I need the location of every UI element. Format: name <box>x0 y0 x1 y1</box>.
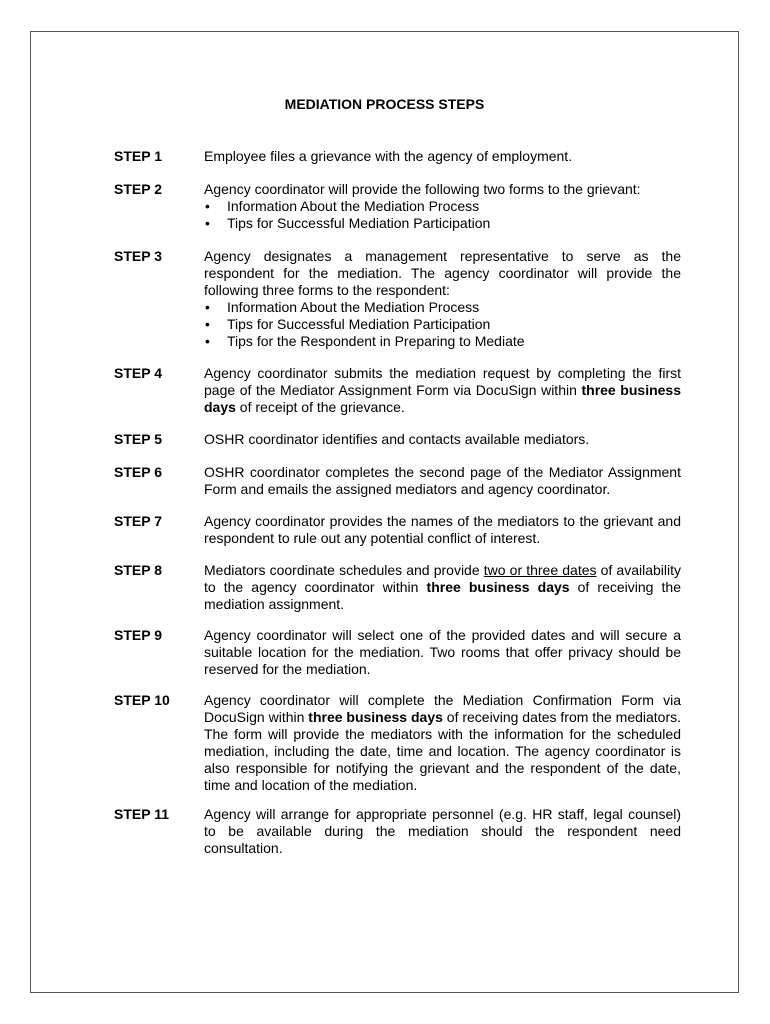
emphasis-text: three business days <box>204 382 681 415</box>
step-text: Agency will arrange for appropriate personnel (e.g. HR staff, legal counsel) to be available during the mediation should the respondent need consultation. <box>204 806 681 856</box>
bullet-list <box>204 299 681 350</box>
list-item: • Information About the Mediation Process <box>205 198 480 214</box>
step-description <box>204 627 681 678</box>
step-text: Mediators coordinate schedules and provide two or three dates of availability to the agency coordinator within three business days of receiving the mediation assignment. <box>204 562 681 612</box>
step-text: Agency coordinator will select one of the provided dates and will secure a suitable location for the mediation. Two rooms that offer privacy should be reserved for the mediation. <box>204 627 681 677</box>
bullet-icon: • <box>205 299 210 315</box>
emphasis-text: three business days <box>308 709 443 725</box>
list-item: • Tips for Successful Mediation Participation <box>205 215 491 231</box>
step-label: STEP 11 <box>114 806 170 822</box>
bullet-icon: • <box>205 316 210 332</box>
bullet-icon: • <box>205 198 210 214</box>
emphasis-text: three business days <box>426 579 570 595</box>
step-description <box>204 248 681 350</box>
step-label: STEP 7 <box>114 513 162 529</box>
bullet-list <box>204 198 681 232</box>
list-item: • Tips for Successful Mediation Participation <box>205 316 491 332</box>
step-description <box>204 562 681 613</box>
step-label: STEP 10 <box>114 692 170 708</box>
step-label: STEP 1 <box>114 148 162 164</box>
underlined-text: two or three dates <box>483 562 597 578</box>
bullet-icon: • <box>205 215 210 231</box>
step-label: STEP 8 <box>114 562 162 578</box>
step-label: STEP 5 <box>114 431 162 447</box>
step-description <box>204 806 681 857</box>
step-description <box>204 431 681 448</box>
list-item: • Information About the Mediation Process <box>205 299 480 315</box>
step-description <box>204 513 681 547</box>
step-text: Agency coordinator will provide the following two forms to the grievant: <box>204 181 641 197</box>
step-label: STEP 4 <box>114 365 162 381</box>
step-description <box>204 464 681 498</box>
document-page <box>30 31 739 993</box>
step-description <box>204 148 681 165</box>
step-label: STEP 6 <box>114 464 162 480</box>
step-description <box>204 181 681 232</box>
step-text: Agency coordinator provides the names of the mediators to the grievant and respondent to rule out any potential conflict of interest. <box>204 513 681 546</box>
step-text: OSHR coordinator completes the second page of the Mediator Assignment Form and emails the assigned mediators and agency coordinator. <box>204 464 681 497</box>
step-description <box>204 365 681 416</box>
step-text: OSHR coordinator identifies and contacts available mediators. <box>204 431 590 447</box>
bullet-icon: • <box>205 333 210 349</box>
step-text: Employee files a grievance with the agency of employment. <box>204 148 573 164</box>
document-title: MEDIATION PROCESS STEPS <box>284 96 485 112</box>
step-label: STEP 3 <box>114 248 162 264</box>
step-text: Agency coordinator submits the mediation request by completing the first page of the Mediator Assignment Form via DocuSign within three business days of receipt of the grievance. <box>204 365 681 415</box>
step-description <box>204 692 681 794</box>
list-item: • Tips for the Respondent in Preparing to Mediate <box>205 333 525 349</box>
step-text: Agency coordinator will complete the Mediation Confirmation Form via DocuSign within three business days of receiving dates from the mediators. The form will provide the mediators with the information for the scheduled mediation, including the date, time and location. The agency coordinator is also responsible for notifying the grievant and the respondent of the date, time and location of the mediation. <box>204 692 682 793</box>
step-label: STEP 9 <box>114 627 162 643</box>
step-text: Agency designates a management representative to serve as the respondent for the mediation. The agency coordinator will provide the following three forms to the respondent: <box>204 248 681 298</box>
step-label: STEP 2 <box>114 181 162 197</box>
